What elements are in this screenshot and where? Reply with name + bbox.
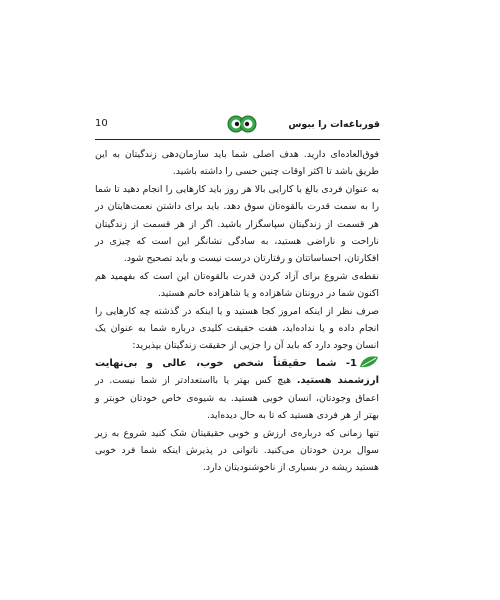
paragraph-3: نقطه‌ی شروع برای آزاد کردن قدرت بالقوه‌تان این است که بفهمید هم اکنون شما در درونتان شاهزاده و یا شاهزاده خانم هستید. bbox=[95, 270, 379, 300]
paragraph-1: فوق‌العاده‌ای دارید. هدف اصلی شما باید سازمان‌دهی زندگیتان به این طریق باشد تا اکثر اوقات چنین حسی را داشته باشید. bbox=[95, 149, 379, 178]
truth-1-title: 1- شما حقیقتاً شخص خوب، عالی و بی‌نهایت ارزشمند هستید. bbox=[95, 357, 380, 387]
paragraph-5: تنها زمانی که درباره‌ی ارزش و خوبی حقیقیتان شک کنید شروع به زیر سوال بردن خودتان می‌کنید. ناتوانی در پذیرش اینکه شما فرد خوبی هستید ریشه در بسیاری از ناخوشنودیتان دارد. bbox=[95, 427, 379, 474]
page-number: 10 bbox=[95, 118, 108, 129]
page-body bbox=[95, 146, 379, 477]
paragraph-2: به عنوان فردی بالغ با کارایی بالا هر روز باید کارهایی را انجام دهید تا شما را به سمت قدرت بالقوه‌تان سوق دهد. باید برای داشتن نعمت‌هایتان در هر قسمت از زندگیتان سپاسگزار باشید. اگر از هر قسمت از زندگیتان ناراحت و ناراضی هستید، به سادگی نشانگر این است که چیزی در افکارتان، احساساتتان و رفتارتان درست نیست و باید تصحیح شود. bbox=[95, 183, 379, 265]
paragraph-4: صرف نظر از اینکه امروز کجا هستید و یا اینکه در گذشته چه کارهایی را انجام داده و یا نداده‌اید، هفت حقیقت کلیدی درباره شما به عنوان یک انسان وجود دارد که باید آن را جزیی از حقیقت زندگیتان بپذیرید: bbox=[95, 305, 379, 352]
truth-1 bbox=[95, 355, 379, 425]
page-header bbox=[95, 113, 380, 141]
green-leaf-bullet-icon bbox=[359, 355, 379, 369]
twin-frog-eyes-logo-icon bbox=[227, 113, 257, 135]
header-divider bbox=[95, 139, 380, 140]
book-title: قورباغه‌ات را ببوس bbox=[288, 119, 380, 130]
truth-1-text: هیچ کس بهتر یا بااستعدادتر از شما نیست. در اعماق وجودتان، انسان خوبی هستید. به شیوه‌ی خاص خودتان خوبتر و بهتر از هر فردی هستید که تا به حال دیده‌اید. bbox=[95, 375, 379, 422]
